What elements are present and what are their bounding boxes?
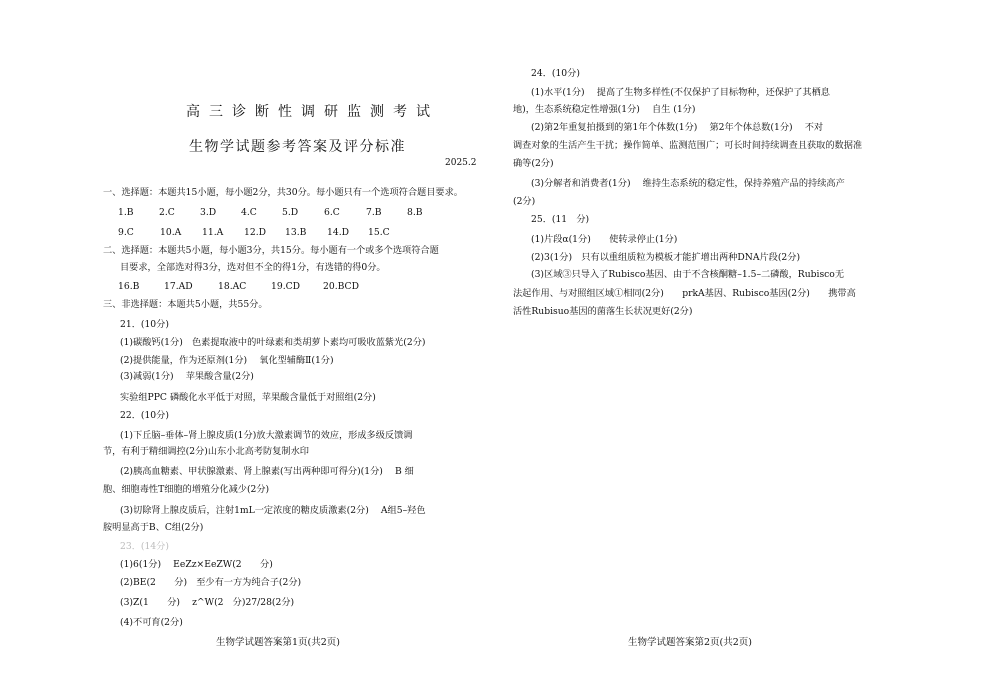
q22-part-1-cont: 节，有利于精细调控(2分)山东小北高考防复制水印 (103, 446, 309, 457)
q25-part-2: (2)3(1分) 只有以重组质粒为模板才能扩增出两种DNA片段(2分) (531, 252, 801, 263)
q21-heading: 21．(10分) (120, 319, 169, 330)
answer-16: 16.B (118, 281, 140, 292)
q24-part-3: (3)分解者和消费者(1分) 维持生态系统的稳定性，保持养殖产品的持续高产 (531, 178, 845, 189)
answer-7: 7.B (366, 207, 382, 218)
q24-part-2: (2)第2年重复拍摄到的第1年个体数(1分) 第2年个体总数(1分) 不对 (531, 122, 824, 133)
exam-date: 2025.2 (445, 158, 477, 168)
q22-part-3-cont: 胺明显高于B、C组(2分) (103, 522, 204, 533)
q25-heading: 25．(11 分) (531, 214, 590, 225)
answer-12: 12.D (244, 227, 266, 238)
q22-part-1: (1)下丘脑–垂体–肾上腺皮质(1分)放大激素调节的效应，形成多级反馈调 (120, 430, 413, 441)
q22-part-2-cont: 胞、细胞毒性T细胞的增殖分化减少(2分) (103, 484, 270, 495)
answer-5: 5.D (282, 207, 299, 218)
q21-part-3: (3)减弱(1分) 苹果酸含量(2分) (120, 371, 254, 382)
section-2-heading-cont: 目要求，全部选对得3分，选对但不全的得1分，有选错的得0分。 (120, 262, 386, 273)
answers-row-3 (118, 281, 363, 293)
q24-part-1: (1)水平(1分) 提高了生物多样性(不仅保护了目标物种，还保护了其栖息 (531, 87, 830, 98)
page-2-footer: 生物学试题答案第2页(共2页) (628, 637, 753, 648)
q24-heading: 24．(10分) (531, 68, 580, 79)
q22-part-2: (2)胰高血糖素、甲状腺激素、肾上腺素(写出两种即可得分)(1分) B 细 (120, 466, 414, 477)
section-2-heading: 二、选择题：本题共5小题，每小题3分，共15分。每小题有一个或多个选项符合题 (103, 245, 439, 256)
answer-14: 14.D (327, 227, 349, 238)
section-3-heading: 三、非选择题：本题共5小题，共55分。 (103, 299, 268, 310)
answer-15: 15.C (368, 227, 390, 238)
q24-part-3-cont: (2分) (513, 196, 536, 207)
answer-10: 10.A (160, 227, 182, 238)
page-1-footer: 生物学试题答案第1页(共2页) (216, 637, 341, 648)
q21-part-3-cont: 实验组PPC 磷酸化水平低于对照，苹果酸含量低于对照组(2分) (120, 392, 376, 403)
answer-20: 20.BCD (323, 281, 359, 292)
q23-part-2: (2)BE(2 分) 至少有一方为纯合子(2分) (120, 577, 302, 588)
answers-row-2 (118, 227, 398, 239)
answer-1: 1.B (118, 207, 134, 218)
answer-9: 9.C (118, 227, 134, 238)
q25-part-3-cont: 法起作用、与对照组区域①相同(2分) prkA基因、Rubisco基因(2分) 携带高 (513, 288, 856, 299)
answer-18: 18.AC (218, 281, 247, 292)
answer-19: 19.CD (271, 281, 301, 292)
q24-part-1-cont: 地)，生态系统稳定性增强(1分) 自生 (1分) (513, 104, 696, 115)
q21-part-1: (1)碳酸钙(1分) 色素提取液中的叶绿素和类胡萝卜素均可吸收蓝紫光(2分) (120, 337, 426, 348)
answers-row-1 (118, 207, 437, 219)
answer-6: 6.C (324, 207, 340, 218)
answer-13: 13.B (285, 227, 307, 238)
answer-3: 3.D (200, 207, 217, 218)
answer-8: 8.B (407, 207, 423, 218)
q23-part-1: (1)6(1分) EeZz×EeZW(2 分) (120, 559, 273, 570)
q25-part-3-end: 活性Rubisuo基因的菌落生长状况更好(2分) (513, 306, 693, 317)
answer-page-2 (496, 0, 992, 697)
q24-part-2-end: 确等(2分) (513, 158, 554, 169)
q22-heading: 22．(10分) (120, 410, 169, 421)
q25-part-1: (1)片段α(1分) 使转录停止(1分) (531, 234, 678, 245)
q23-heading: 23．(14分) (120, 541, 169, 552)
answer-11: 11.A (202, 227, 224, 238)
exam-title: 高三诊断性调研监测考试 (186, 104, 439, 120)
q25-part-3: (3)区域③只导入了Rubisco基因、由于不含核酮糖–1.5–二磷酸，Rubisco无 (531, 269, 845, 280)
q24-part-2-cont: 调查对象的生活产生干扰；操作简单、监测范围广；可长时间持续调查且获取的数据准 (513, 140, 863, 151)
q23-part-3: (3)Z(1 分) z^W(2 分)27/28(2分) (120, 597, 295, 608)
q21-part-2: (2)提供能量，作为还原剂(1分) 氧化型辅酶Ⅱ(1分) (120, 355, 334, 366)
q22-part-3: (3)切除肾上腺皮质后，注射1mL一定浓度的糖皮质激素(2分) A组5–羟色 (120, 505, 426, 516)
answer-17: 17.AD (164, 281, 193, 292)
answer-4: 4.C (241, 207, 257, 218)
q23-part-4: (4)不可育(2分) (120, 617, 183, 628)
exam-subtitle: 生物学试题参考答案及评分标准 (189, 139, 406, 155)
section-1-heading: 一、选择题：本题共15小题，每小题2分，共30分。每小题只有一个选项符合题目要求。 (103, 187, 463, 198)
answer-2: 2.C (159, 207, 175, 218)
